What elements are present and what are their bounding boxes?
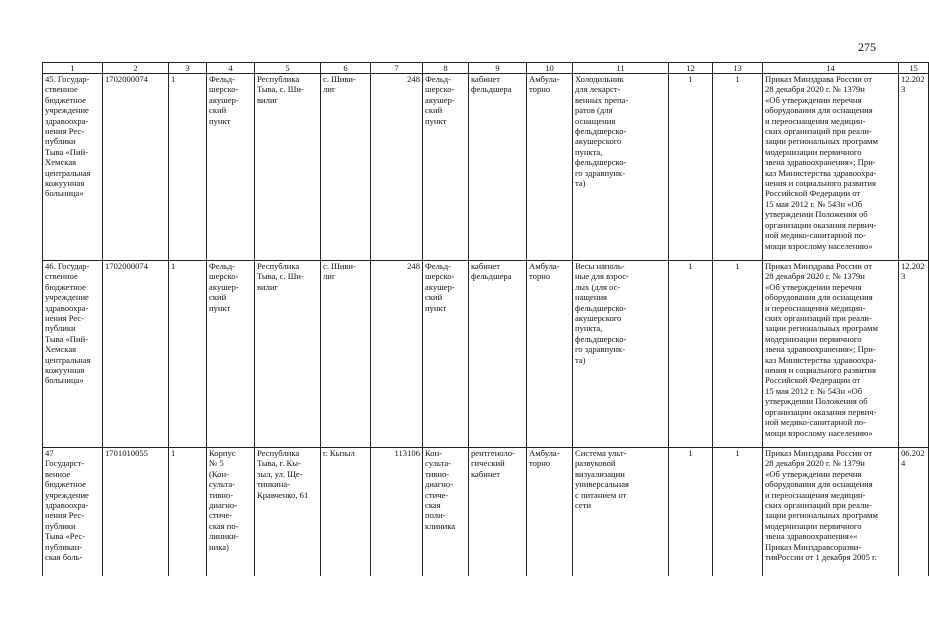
- settlement-cell: с. Шиви- лиг: [321, 261, 371, 448]
- settlement-cell: г. Кызыл: [321, 448, 371, 577]
- column-header: 4: [207, 63, 255, 74]
- regulation-cell: Приказ Минздрава России от 28 декабря 2020 г. № 1379н «Об утверждении перечня оборудования для оснащения и переоснащения медицин- ских организаций при реали- зации региональных программ модернизации первичного звена здравоохранения»« Приказ Минздравсоразви- тияРоссии от 1 декабря 2005 г.: [763, 448, 899, 577]
- column-header: 13: [713, 63, 763, 74]
- institution-cell: 47 Государст- венное бюджетное учреждение здравоохра- нения Рес- публики Тыва «Рес- публикан- ская боль-: [43, 448, 103, 577]
- regulation-cell: Приказ Минздрава России от 28 декабря 2020 г. № 1379н «Об утверждении перечня оборудования для оснащения и переоснащения медицин- ских организаций при реали- зации региональных программ модернизации первичного звена здравоохранения»; При- каз Министерства здравоохра- нения и социального развития Российской Федерации от 15 мая 2012 г. № 543н «Об утверждении Положения об организации оказания первич- ной медико-санитарной по- мощи взрослому населению»: [763, 74, 899, 261]
- cell-col3: 1: [169, 74, 207, 261]
- code-cell: 1702000074: [103, 261, 169, 448]
- institution-cell: 45. Государ- ственное бюджетное учреждение здравоохра- нения Рес- публики Тыва «Пий- Хемская центральная кожуунная больница»: [43, 74, 103, 261]
- quantity-cell: 1: [669, 74, 713, 261]
- quantity-cell: 1: [669, 261, 713, 448]
- care-type-cell: Амбула- торно: [527, 261, 573, 448]
- cell-col3: 1: [169, 261, 207, 448]
- care-type-cell: Амбула- торно: [527, 74, 573, 261]
- column-header: 12: [669, 63, 713, 74]
- room-cell: кабинет фельдшера: [469, 261, 527, 448]
- building-cell: Фельд- шерско- акушер- ский пункт: [207, 261, 255, 448]
- code-cell: 1701010055: [103, 448, 169, 577]
- column-header: 10: [527, 63, 573, 74]
- column-header: 7: [371, 63, 423, 74]
- population-cell: 248: [371, 74, 423, 261]
- equipment-cell: Холодильник для лекарст- венных препа- ратов (для оснащения фельдшерско- акушерского пункта, фельдшерско- го здравпунк- та): [573, 74, 669, 261]
- quantity-cell: 1: [713, 448, 763, 577]
- population-cell: 248: [371, 261, 423, 448]
- building-cell: Корпус № 5 (Кон- сульта- тивно- диагно- стиче- ская по- линики- ника): [207, 448, 255, 577]
- population-cell: 113106: [371, 448, 423, 577]
- quantity-cell: 1: [713, 261, 763, 448]
- quantity-cell: 1: [713, 74, 763, 261]
- column-header: 3: [169, 63, 207, 74]
- header-row: [43, 63, 929, 74]
- date-cell: 12.2023: [899, 261, 929, 448]
- unit-cell: Кон- сульта- тивно- диагно- стиче- ская поли- клиника: [423, 448, 469, 577]
- column-header: 6: [321, 63, 371, 74]
- date-cell: 06.2024: [899, 448, 929, 577]
- table-row: [43, 261, 929, 448]
- table-row: [43, 74, 929, 261]
- unit-cell: Фельд- шерско- акушер- ский пункт: [423, 74, 469, 261]
- regulation-cell: Приказ Минздрава России от 28 декабря 2020 г. № 1379н «Об утверждении перечня оборудования для оснащения и переоснащения медицин- ских организаций при реали- зации региональных программ модернизации первичного звена здравоохранения»; При- каз Министерства здравоохра- нения и социального развития Российской Федерации от 15 мая 2012 г. № 543н «Об утверждении Положения об организации оказания первич- ной медико-санитарной по- мощи взрослому населению»: [763, 261, 899, 448]
- address-cell: Республика Тыва, с. Ши- вилиг: [255, 74, 321, 261]
- quantity-cell: 1: [669, 448, 713, 577]
- room-cell: кабинет фельдшера: [469, 74, 527, 261]
- column-header: 1: [43, 63, 103, 74]
- column-header: 11: [573, 63, 669, 74]
- cell-col3: 1: [169, 448, 207, 577]
- page-number: 275: [858, 40, 876, 54]
- column-header: 2: [103, 63, 169, 74]
- institution-cell: 46. Государ- ственное бюджетное учреждение здравоохра- нения Рес- публики Тыва «Пий- Хемская центральная кожуунная больница»: [43, 261, 103, 448]
- unit-cell: Фельд- шерско- акушер- ский пункт: [423, 261, 469, 448]
- column-header: 14: [763, 63, 899, 74]
- room-cell: рентгеноло- гический кабинет: [469, 448, 527, 577]
- settlement-cell: с. Шиви- лиг: [321, 74, 371, 261]
- date-cell: 12.2023: [899, 74, 929, 261]
- code-cell: 1702000074: [103, 74, 169, 261]
- building-cell: Фельд- шерско- акушер- ский пункт: [207, 74, 255, 261]
- equipment-table: [42, 62, 929, 576]
- address-cell: Республика Тыва, г. Кы- зыл, ул. Ще- тинкина- Кравченко, 61: [255, 448, 321, 577]
- column-header: 8: [423, 63, 469, 74]
- column-header: 5: [255, 63, 321, 74]
- care-type-cell: Амбула- торно: [527, 448, 573, 577]
- column-header: 9: [469, 63, 527, 74]
- equipment-cell: Система ульт- развуковой визуализации универсальная с питанием от сети: [573, 448, 669, 577]
- column-header: 15: [899, 63, 929, 74]
- table-row: [43, 448, 929, 577]
- address-cell: Республика Тыва, с. Ши- вилиг: [255, 261, 321, 448]
- equipment-cell: Весы наполь- ные для взрос- лых (для ос- нащения фельдшерско- акушерского пункта, фельдшерско- го здравпунк- та): [573, 261, 669, 448]
